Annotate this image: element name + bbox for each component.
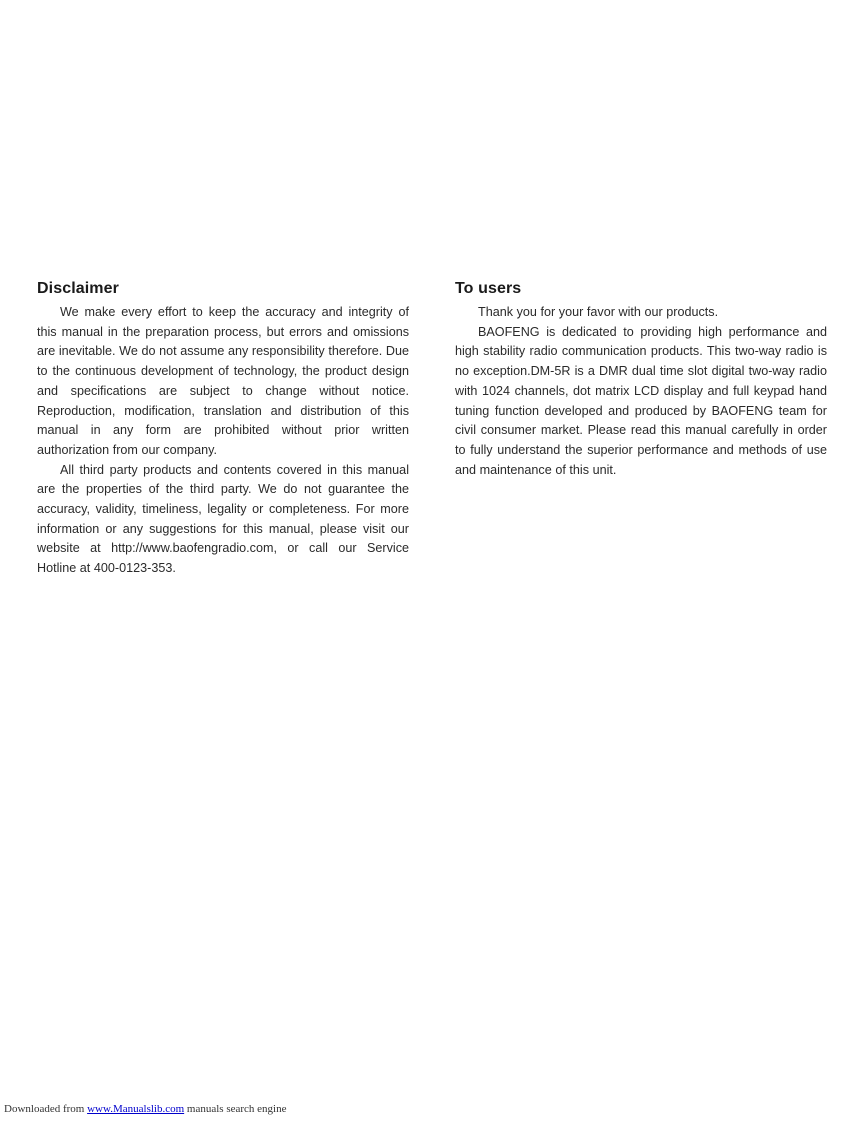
footer-prefix: Downloaded from: [4, 1103, 88, 1115]
to-users-title: To users: [455, 280, 522, 297]
to-users-paragraph-2: BAOFENG is dedicated to providing high performance and high stability radio communication products. This two-way radio is no exception.DM-5R is a DMR dual time slot digital two-way radio with 1024 channels, dot matrix LCD display and full keypad hand tuning function developed and produced by BAOFENG team for civil consumer market. Please read this manual carefully in order to fully understand the superior performance and methods of use and maintenance of this unit.: [455, 324, 827, 477]
disclaimer-section: [37, 279, 409, 579]
manualslib-link[interactable]: www.Manualslib.com: [87, 1103, 185, 1115]
footer-suffix: manuals search engine: [184, 1103, 287, 1115]
disclaimer-paragraph-2: All third party products and contents covered in this manual are the properties of the third party. We do not guarantee the accuracy, validity, timeliness, legality or completeness. For more information or any suggestions for this manual, please visit our website at http://www.baofengradio.com, or call our Service Hotline at 400-0123-353.: [37, 462, 409, 576]
disclaimer-paragraph-1: We make every effort to keep the accuracy and integrity of this manual in the preparation process, but errors and omissions are inevitable. We do not assume any responsibility therefore. Due to the continuous development of technology, the product design and specifications are subject to change without notice. Reproduction, modification, translation and distribution of this manual in any form are prohibited without prior written authorization from our company.: [37, 305, 409, 457]
to-users-paragraph-1: Thank you for your favor with our products.: [478, 305, 719, 319]
download-footer: [4, 1103, 286, 1115]
disclaimer-title: Disclaimer: [37, 280, 119, 297]
to-users-section: [455, 279, 827, 480]
